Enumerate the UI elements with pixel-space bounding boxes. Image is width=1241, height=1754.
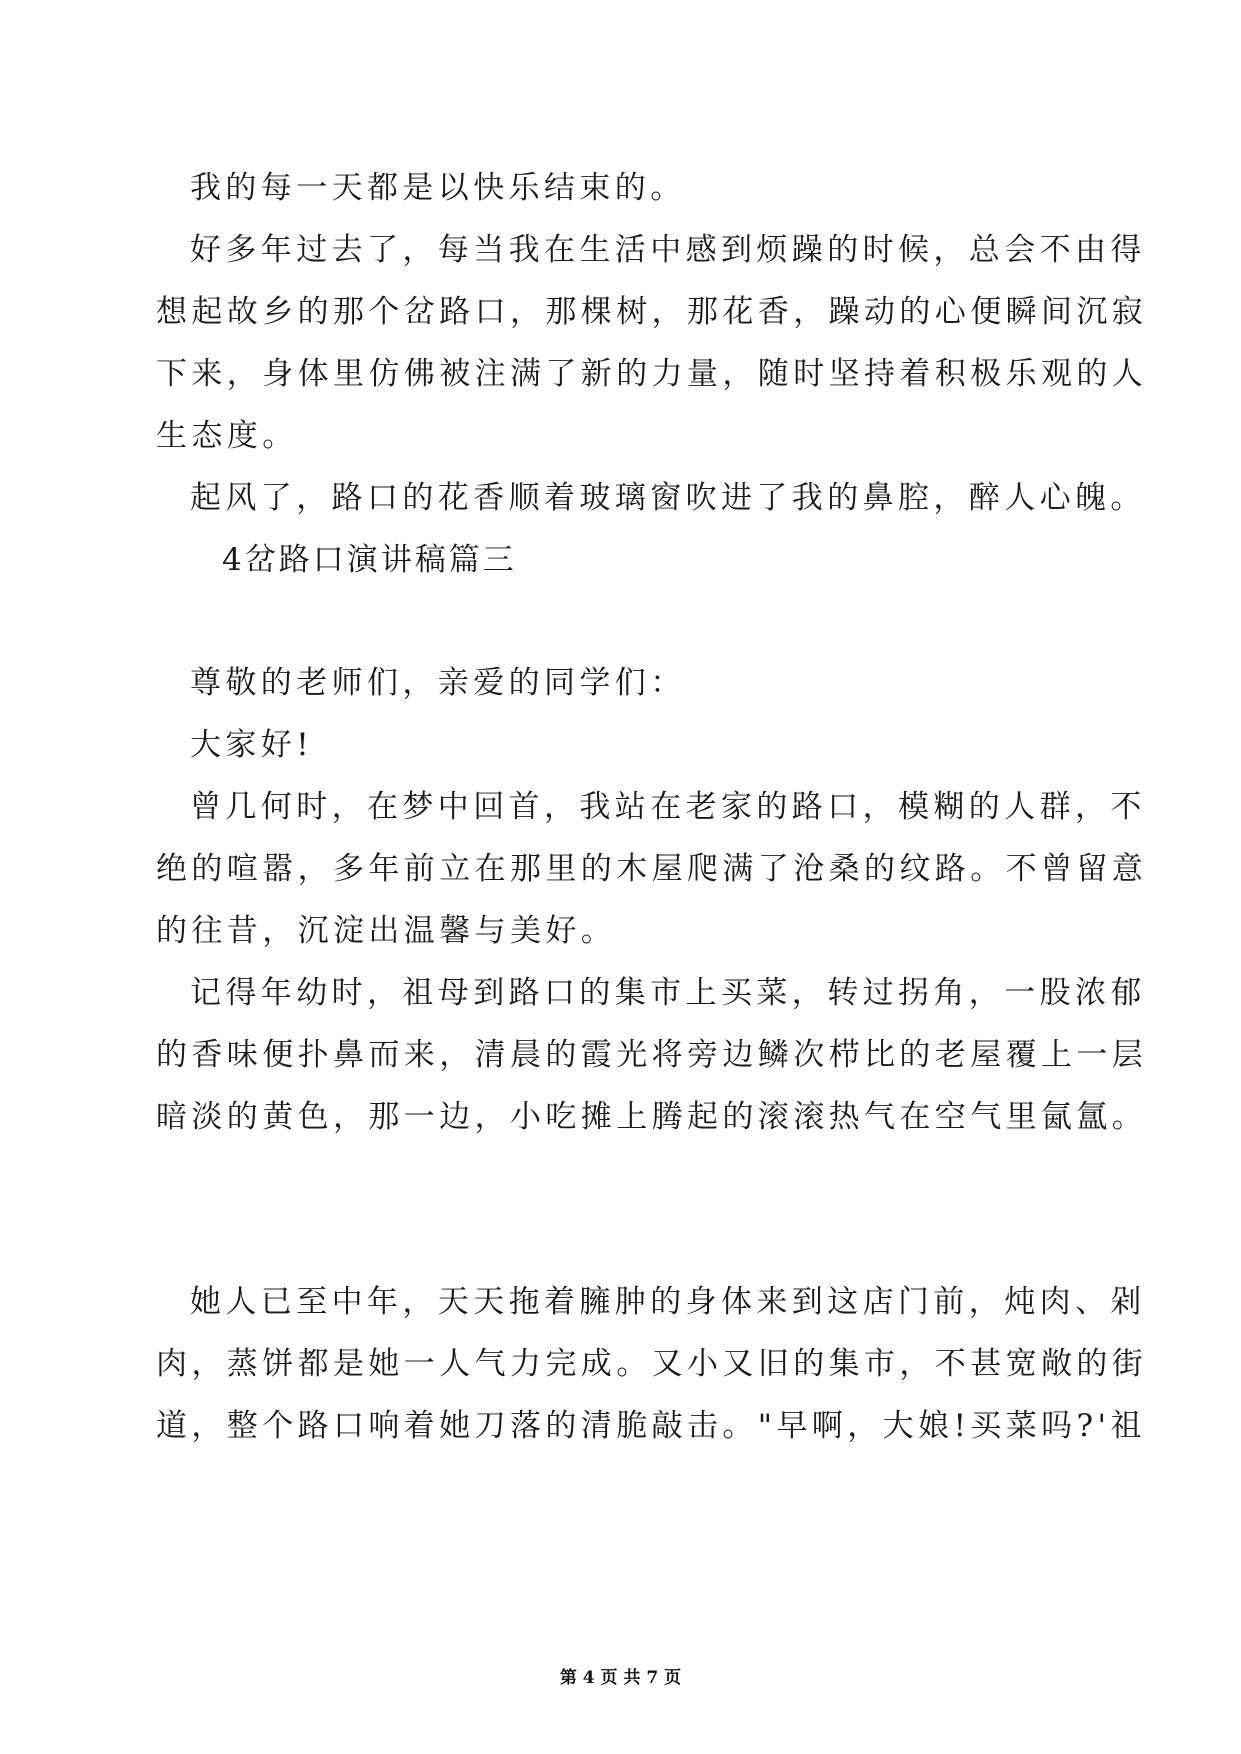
paragraph-line: 她人已至中年，天天拖着臃肿的身体来到这店门前，炖肉、剁 — [190, 1284, 1146, 1320]
paragraph-line: 曾几何时，在梦中回首，我站在老家的路口，模糊的人群，不 — [190, 789, 1146, 825]
paragraph-line: 记得年幼时，祖母到路口的集市上买菜，转过拐角，一股浓郁 — [190, 975, 1146, 1011]
page-footer: 第 4 页 共 7 页 — [559, 1668, 682, 1688]
paragraph-line: 的香味便扑鼻而来，清晨的霞光将旁边鳞次栉比的老屋覆上一层 — [156, 1037, 1148, 1073]
section-heading: 4岔路口演讲稿篇三 — [222, 542, 517, 578]
paragraph-line: 暗淡的黄色，那一边，小吃摊上腾起的滚滚热气在空气里氤氲。 — [156, 1099, 1148, 1135]
paragraph-line: 的往昔，沉淀出温馨与美好。 — [156, 913, 617, 949]
paragraph-line: 道，整个路口响着她刀落的清脆敲击。"早啊，大娘!买菜吗?'祖 — [156, 1408, 1146, 1444]
paragraph-line: 想起故乡的那个岔路口，那棵树，那花香，躁动的心便瞬间沉寂 — [156, 294, 1148, 330]
greeting-line: 大家好! — [190, 727, 314, 763]
paragraph-line: 肉，蒸饼都是她一人气力完成。又小又旧的集市，不甚宽敞的街 — [156, 1346, 1148, 1382]
paragraph-line: 好多年过去了，每当我在生活中感到烦躁的时候，总会不由得 — [190, 232, 1146, 268]
salutation-line: 尊敬的老师们，亲爱的同学们： — [190, 665, 686, 701]
paragraph-line: 我的每一天都是以快乐结束的。 — [190, 170, 686, 206]
paragraph-line: 下来，身体里仿佛被注满了新的力量，随时坚持着积极乐观的人 — [156, 356, 1148, 392]
paragraph-line: 绝的喧嚣，多年前立在那里的木屋爬满了沧桑的纹路。不曾留意 — [156, 851, 1148, 887]
paragraph-line: 起风了，路口的花香顺着玻璃窗吹进了我的鼻腔，醉人心魄。 — [190, 480, 1146, 516]
paragraph-line: 生态度。 — [156, 418, 298, 454]
